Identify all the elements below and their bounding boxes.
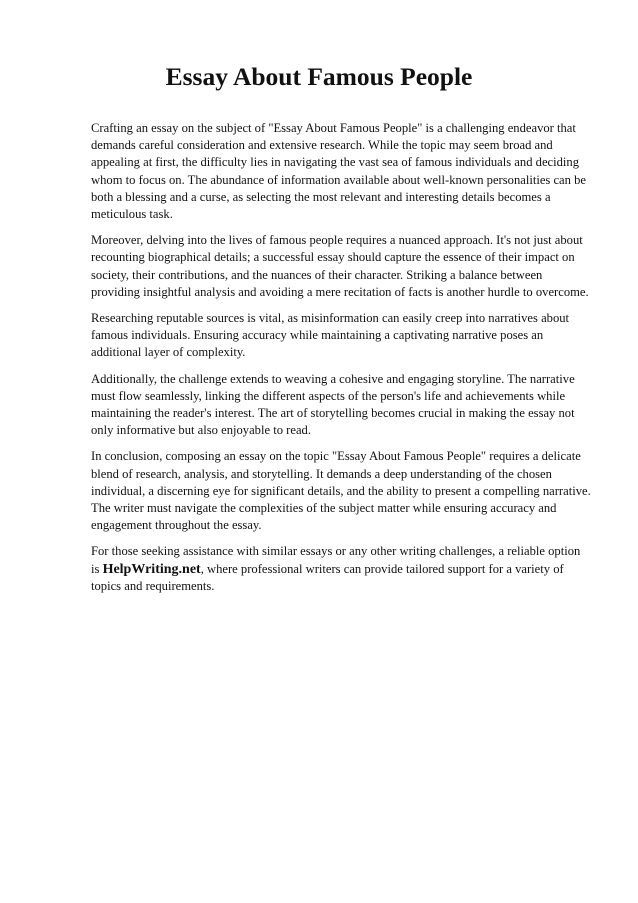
helpwriting-link[interactable]: HelpWriting.net (102, 561, 201, 577)
closing-text-before: For those seeking assistance with similar essays or any other writing challenges, a reliable option is (91, 544, 581, 576)
paragraph-approach: Moreover, delving into the lives of famous people requires a nuanced approach. It's not just about recounting biographical details; a successful essay should capture the essence of their impact on society, their contributions, and the nuances of their character. Striking a balance between providing insightful analysis and avoiding a mere recitation of facts is another hurdle to overcome. (91, 233, 589, 299)
page-title: Essay About Famous People (165, 62, 473, 91)
paragraph-storyline: Additionally, the challenge extends to weaving a cohesive and engaging storyline. The narrative must flow seamlessly, linking the different aspects of the person's life and achievements while maintaining the reader's interest. The art of storytelling becomes crucial in making the essay not only informative but also enjoyable to read. (91, 371, 575, 438)
paragraph-research: Researching reputable sources is vital, as misinformation can easily creep into narratives about famous individuals. Ensuring accuracy while maintaining a captivating narrative poses an additional layer of complexity. (91, 311, 570, 360)
paragraph-intro: Crafting an essay on the subject of "Essay About Famous People" is a challenging endeavor that demands careful consideration and extensive research. While the topic may seem broad and appealing at first, the difficulty lies in navigating the vast sea of famous individuals and deciding whom to focus on. The abundance of information available about well-known personalities can be both a blessing and a curse, as selecting the most relevant and interesting details becomes a meticulous task. (91, 121, 586, 222)
paragraph-closing (91, 543, 591, 595)
closing-text-after: , where professional writers can provide tailored support for a variety of topics and requirements. (91, 561, 564, 593)
paragraph-conclusion: In conclusion, composing an essay on the topic "Essay About Famous People" requires a delicate blend of research, analysis, and storytelling. It demands a deep understanding of the chosen individual, a discerning eye for significant details, and the ability to present a compelling narrative. The writer must navigate the complexities of the subject matter while ensuring accuracy and engagement throughout the essay. (91, 449, 591, 533)
essay-body (91, 120, 591, 604)
